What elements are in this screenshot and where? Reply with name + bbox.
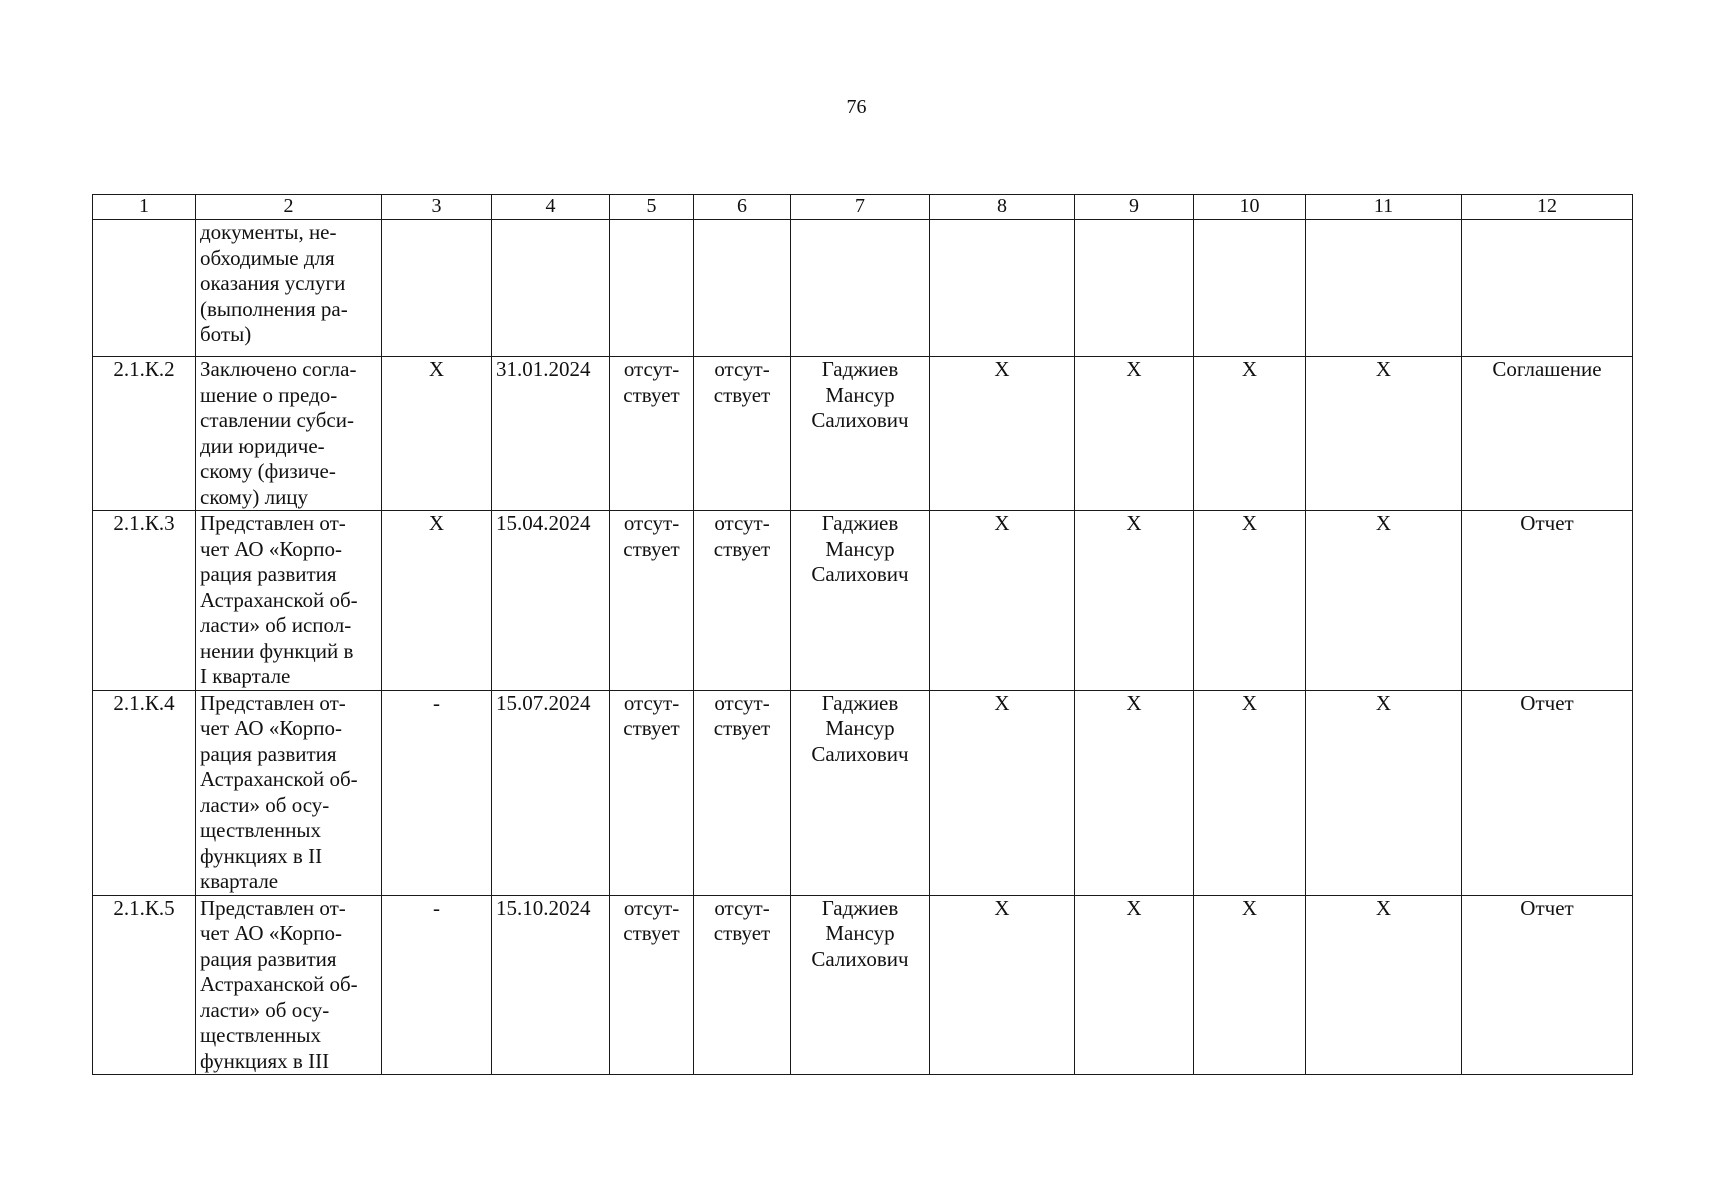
cell-document: Отчет <box>1462 690 1633 895</box>
responsible-text: Гаджиев Мансур Салихович <box>811 357 909 432</box>
cell-col9: X <box>1075 895 1194 1075</box>
column-header: 6 <box>694 195 791 220</box>
cell-col9: X <box>1075 690 1194 895</box>
cell-col5 <box>610 511 694 691</box>
description-text: Представлен от- чет АО «Корпо- рация развития Астраханской об- ласти» об осу- ществленных функциях в II квартале <box>200 690 358 893</box>
cell-col9: X <box>1075 357 1194 511</box>
column-header: 4 <box>492 195 610 220</box>
cell-responsible <box>791 220 930 357</box>
column-header: 12 <box>1462 195 1633 220</box>
col6-text: отсут- ствует <box>713 895 771 945</box>
column-header: 5 <box>610 195 694 220</box>
column-header: 1 <box>93 195 196 220</box>
cell-col6 <box>694 220 791 357</box>
cell-col6 <box>694 690 791 895</box>
cell-col10 <box>1194 220 1306 357</box>
responsible-text: Гаджиев Мансур Салихович <box>811 895 909 971</box>
cell-responsible <box>791 895 930 1075</box>
cell-code: 2.1.К.4 <box>93 690 196 895</box>
col6-text: отсут- ствует <box>713 357 771 407</box>
cell-description <box>196 690 382 895</box>
cell-col6 <box>694 511 791 691</box>
column-header: 2 <box>196 195 382 220</box>
cell-date: 15.10.2024 <box>492 895 610 1075</box>
cell-col6 <box>694 357 791 511</box>
description-text: Представлен от- чет АО «Корпо- рация развития Астраханской об- ласти» об осу- ществленных функциях в III <box>200 895 358 1073</box>
document-table <box>92 194 1633 1075</box>
table-row <box>93 220 1633 357</box>
cell-description <box>196 511 382 691</box>
column-header: 7 <box>791 195 930 220</box>
col6-text: отсут- ствует <box>713 511 771 561</box>
description-text: Заключено согла- шение о предо- ставлении субси- дии юридиче- скому (физиче- скому) лицу <box>200 357 357 509</box>
cell-col11 <box>1306 220 1462 357</box>
cell-col3: - <box>382 690 492 895</box>
cell-document: Отчет <box>1462 895 1633 1075</box>
cell-col11: X <box>1306 690 1462 895</box>
cell-col10: X <box>1194 357 1306 511</box>
cell-date: 15.04.2024 <box>492 511 610 691</box>
cell-code: 2.1.К.2 <box>93 357 196 511</box>
cell-col9 <box>1075 220 1194 357</box>
column-number-row <box>93 195 1633 220</box>
column-header: 10 <box>1194 195 1306 220</box>
description-text: документы, не- обходимые для оказания услуги (выполнения ра- боты) <box>200 220 348 346</box>
column-header: 3 <box>382 195 492 220</box>
cell-date: 31.01.2024 <box>492 357 610 511</box>
cell-code: 2.1.К.3 <box>93 511 196 691</box>
cell-col5 <box>610 690 694 895</box>
description-text: Представлен от- чет АО «Корпо- рация развития Астраханской об- ласти» об испол- нении функций в I квартале <box>200 511 358 688</box>
cell-col5 <box>610 220 694 357</box>
cell-code <box>93 220 196 357</box>
cell-col8: X <box>930 357 1075 511</box>
cell-description <box>196 895 382 1075</box>
cell-col9: X <box>1075 511 1194 691</box>
cell-col5 <box>610 895 694 1075</box>
cell-document: Соглашение <box>1462 357 1633 511</box>
responsible-text: Гаджиев Мансур Салихович <box>811 511 909 586</box>
cell-col8: X <box>930 690 1075 895</box>
column-header: 9 <box>1075 195 1194 220</box>
col5-text: отсут- ствует <box>623 895 680 945</box>
cell-col3: X <box>382 511 492 691</box>
cell-col8: X <box>930 511 1075 691</box>
table-row <box>93 690 1633 895</box>
cell-col3: X <box>382 357 492 511</box>
cell-col8 <box>930 220 1075 357</box>
cell-col11: X <box>1306 511 1462 691</box>
column-header: 11 <box>1306 195 1462 220</box>
cell-responsible <box>791 357 930 511</box>
cell-document: Отчет <box>1462 511 1633 691</box>
table-row <box>93 511 1633 691</box>
col5-text: отсут- ствует <box>623 690 680 740</box>
cell-code: 2.1.К.5 <box>93 895 196 1075</box>
cell-col11: X <box>1306 357 1462 511</box>
col5-text: отсут- ствует <box>623 511 680 561</box>
cell-date: 15.07.2024 <box>492 690 610 895</box>
cell-responsible <box>791 690 930 895</box>
cell-col11: X <box>1306 895 1462 1075</box>
cell-col10: X <box>1194 895 1306 1075</box>
cell-col8: X <box>930 895 1075 1075</box>
column-header: 8 <box>930 195 1075 220</box>
cell-description <box>196 357 382 511</box>
cell-col5 <box>610 357 694 511</box>
cell-date <box>492 220 610 357</box>
cell-document <box>1462 220 1633 357</box>
table-row <box>93 357 1633 511</box>
cell-col6 <box>694 895 791 1075</box>
cell-responsible <box>791 511 930 691</box>
responsible-text: Гаджиев Мансур Салихович <box>811 690 909 766</box>
cell-description <box>196 220 382 357</box>
cell-col10: X <box>1194 690 1306 895</box>
cell-col3: - <box>382 895 492 1075</box>
cell-col3 <box>382 220 492 357</box>
col5-text: отсут- ствует <box>623 357 680 407</box>
table-row <box>93 895 1633 1075</box>
cell-col10: X <box>1194 511 1306 691</box>
col6-text: отсут- ствует <box>713 690 771 740</box>
page-number: 76 <box>846 96 867 118</box>
